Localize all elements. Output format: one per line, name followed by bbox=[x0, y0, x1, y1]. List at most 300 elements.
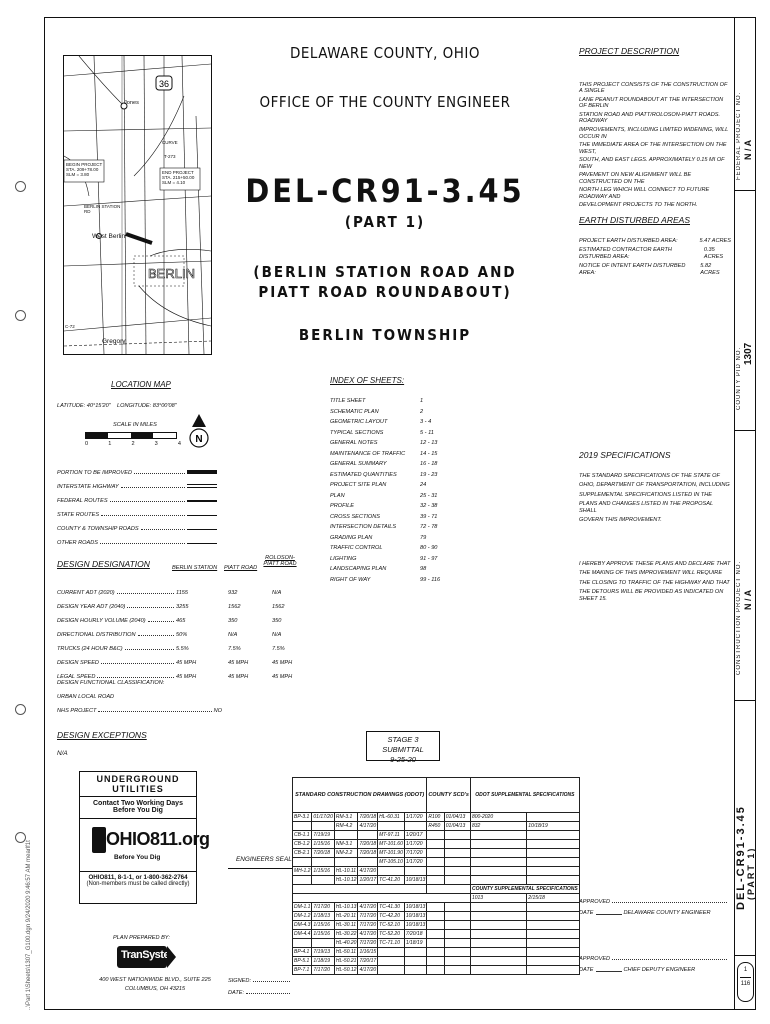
map-label-jones: Jones bbox=[124, 100, 139, 106]
approval-line: THE CLOSING TO TRAFFIC OF THE HIGHWAY AND THAT bbox=[579, 579, 730, 586]
design-designation-table bbox=[57, 582, 302, 680]
nhs-label: NHS PROJECT bbox=[57, 708, 97, 714]
route-shield-text: 36 bbox=[158, 79, 170, 89]
std-cell: 7/17/20 bbox=[359, 922, 377, 928]
std-cell bbox=[404, 957, 426, 966]
std-cell: 7/20/18 bbox=[359, 841, 377, 847]
std-cell bbox=[427, 867, 444, 876]
legend-row bbox=[57, 462, 217, 476]
approval-engineer bbox=[579, 899, 729, 917]
design-label: LEGAL SPEED bbox=[57, 673, 96, 680]
std-cell bbox=[312, 939, 334, 948]
index-row bbox=[330, 472, 480, 483]
prepared-by-label: PLAN PREPARED BY: bbox=[113, 935, 170, 941]
county-title: DELAWARE COUNTY, OHIO bbox=[289, 44, 481, 62]
std-row bbox=[293, 813, 580, 822]
scale-tick: 3 bbox=[154, 441, 158, 447]
std-row bbox=[293, 948, 580, 957]
supp-heading: ODOT SUPPLEMENTAL SPECIFICATIONS bbox=[470, 778, 579, 813]
index-sheet-range: 80 - 90 bbox=[420, 545, 438, 551]
std-cell bbox=[470, 912, 526, 921]
std-cell: 4/17/20 bbox=[359, 823, 377, 829]
index-sheet-name: GEOMETRIC LAYOUT bbox=[330, 419, 388, 425]
std-row bbox=[293, 966, 580, 975]
north-arrow-icon bbox=[188, 413, 210, 449]
county-pid-label: COUNTY PID NO. bbox=[736, 346, 742, 410]
county-supp-row bbox=[293, 885, 580, 894]
address-line1: 400 WEST NATIONWIDE BLVD., SUITE 225 bbox=[99, 977, 211, 983]
project-description-text bbox=[579, 82, 731, 211]
index-sheet-name: SCHEMATIC PLAN bbox=[330, 408, 379, 415]
std-cell: TC-52.20 bbox=[378, 930, 405, 939]
approval-line: THE DETOURS WILL BE PROVIDED AS INDICATED ON SHEET 15. bbox=[579, 589, 724, 602]
std-cell bbox=[444, 957, 470, 966]
std-cell: 832 bbox=[470, 822, 526, 831]
std-cell: 01/17/20 bbox=[313, 814, 333, 820]
index-row bbox=[330, 451, 480, 462]
contact-line2: Before You Dig bbox=[113, 807, 163, 814]
std-cell: HL-60.31 bbox=[378, 813, 405, 822]
design-value: 45 MPH bbox=[228, 673, 249, 680]
std-cell bbox=[527, 867, 579, 876]
spec-line: GOVERN THIS IMPROVEMENT. bbox=[579, 517, 662, 524]
index-sheet-range: 2 bbox=[420, 408, 424, 415]
description-line: PAVEMENT ON NEW ALIGNMENT WILL BE CONSTRUCTED ON THE bbox=[579, 172, 692, 185]
std-cell: 1/16/15 bbox=[359, 949, 377, 955]
strip-rule bbox=[734, 430, 756, 431]
index-heading: INDEX OF SHEETS: bbox=[330, 376, 405, 385]
leader bbox=[101, 663, 174, 664]
index-row bbox=[330, 419, 480, 430]
project-name-line1: (BERLIN STATION ROAD AND bbox=[253, 263, 517, 281]
std-cell: MT-105.10 bbox=[379, 859, 403, 865]
index-sheet-range: 3 - 4 bbox=[420, 419, 432, 425]
strip-rule bbox=[734, 700, 756, 701]
std-cell: 1/18/13 bbox=[312, 912, 334, 921]
std-cell bbox=[427, 912, 444, 921]
map-label-berlin: BERLIN bbox=[148, 266, 195, 281]
std-cell bbox=[427, 966, 444, 975]
index-sheet-name: TYPICAL SECTIONS bbox=[330, 429, 384, 436]
std-cell: HL-50.12 bbox=[335, 967, 357, 973]
transystems-text: TranSystems bbox=[121, 949, 184, 961]
std-cell: 10/18/13 bbox=[405, 913, 426, 919]
std-cell bbox=[293, 885, 427, 894]
index-sheet-name: GENERAL NOTES bbox=[330, 440, 378, 446]
index-sheet-name: LIGHTING bbox=[330, 555, 357, 562]
std-heading: STANDARD CONSTRUCTION DRAWINGS (ODOT) bbox=[293, 778, 427, 813]
map-label-gregory: Gregory bbox=[102, 338, 126, 345]
std-cell: HL-50.21 bbox=[335, 958, 357, 964]
engineers-seal-label: ENGINEERS SEAL: bbox=[236, 856, 294, 863]
logo-arrow-icon bbox=[167, 946, 176, 968]
std-cell bbox=[470, 930, 526, 939]
approval-line: I HEREBY APPROVE THESE PLANS AND DECLARE THAT bbox=[579, 561, 731, 567]
std-cell bbox=[312, 822, 334, 831]
design-value: 5.5% bbox=[176, 645, 189, 652]
scale-tick: 1 bbox=[108, 441, 112, 447]
std-cell: 7/20/18 bbox=[312, 849, 334, 858]
std-cell bbox=[444, 939, 470, 948]
index-sheet-name: PLAN bbox=[330, 492, 345, 499]
design-row bbox=[57, 666, 302, 680]
std-row bbox=[293, 876, 580, 885]
index-row bbox=[330, 545, 480, 556]
description-line: LANE PEANUT ROUNDABOUT AT THE INTERSECTION OF BERLIN bbox=[579, 97, 724, 110]
specifications-heading: 2019 SPECIFICATIONS bbox=[579, 450, 671, 460]
strip-rule bbox=[734, 190, 756, 191]
design-value: 45 MPH bbox=[176, 673, 197, 680]
std-row bbox=[293, 822, 580, 831]
legend-row bbox=[57, 518, 217, 532]
std-cell: MT-101.90 bbox=[379, 850, 403, 856]
underground-utilities-box bbox=[79, 771, 210, 904]
std-cell: DM-4.3 bbox=[294, 922, 311, 928]
project-description-heading: PROJECT DESCRIPTION bbox=[579, 46, 680, 56]
punch-hole bbox=[15, 704, 26, 715]
design-value: 350 bbox=[228, 617, 238, 624]
std-cell bbox=[334, 858, 358, 867]
design-value: N/A bbox=[272, 589, 282, 596]
design-value: 465 bbox=[176, 617, 186, 624]
std-cell: TC-41.30 bbox=[378, 903, 405, 912]
spacer bbox=[678, 238, 700, 244]
std-cell: NM-3.1 bbox=[334, 840, 358, 849]
latitude: LATITUDE: 40°15'20" bbox=[57, 403, 111, 409]
legend-label: PORTION TO BE IMPROVED bbox=[57, 469, 133, 476]
date-label: DATE bbox=[579, 967, 594, 974]
location-map-heading: LOCATION MAP bbox=[111, 380, 171, 389]
leader bbox=[97, 677, 174, 678]
description-line: THE IMMEDIATE AREA OF THE INTERSECTION ON THE WEST, bbox=[579, 142, 727, 155]
design-row bbox=[57, 596, 302, 610]
earth-label: NOTICE OF INTENT EARTH DISTURBED AREA: bbox=[579, 263, 686, 276]
index-sheet-range: 25 - 31 bbox=[420, 492, 438, 499]
std-row bbox=[293, 903, 580, 912]
construction-project-value: N / A bbox=[743, 589, 753, 610]
signed-row bbox=[228, 978, 292, 984]
std-cell: 7/19/13 bbox=[312, 948, 334, 957]
std-cell: BP-7.1 bbox=[293, 966, 312, 975]
design-label: DESIGN YEAR ADT (2040) bbox=[57, 603, 126, 610]
std-cell bbox=[427, 840, 444, 849]
std-cell: 7/20/18 bbox=[404, 930, 426, 939]
std-row bbox=[293, 921, 580, 930]
punch-hole bbox=[15, 181, 26, 192]
spec-line: SUPPLEMENTAL SPECIFICATIONS LISTED IN THE bbox=[579, 491, 713, 498]
description-line: THIS PROJECT CONSISTS OF THE CONSTRUCTION OF A SINGLE bbox=[579, 82, 728, 95]
design-value: 45 MPH bbox=[272, 673, 293, 680]
std-cell bbox=[293, 894, 471, 903]
scale-label: SCALE IN MILES bbox=[113, 422, 157, 428]
project-part: (PART 1) bbox=[344, 213, 426, 231]
std-cell bbox=[470, 957, 526, 966]
map-label-begin bbox=[66, 162, 102, 178]
col-berlin-station: BERLIN STATION bbox=[172, 565, 218, 571]
nhs-value: NO bbox=[213, 708, 222, 714]
longitude: LONGITUDE: 83°00'08" bbox=[117, 403, 177, 409]
strip-part: (PART 1) bbox=[746, 846, 756, 900]
std-cell: MT-97.11 bbox=[378, 831, 405, 840]
legend-row bbox=[57, 490, 217, 504]
std-cell: 1/20/17 bbox=[359, 877, 377, 883]
std-cell bbox=[378, 948, 405, 957]
std-cell bbox=[378, 966, 405, 975]
leader bbox=[125, 649, 174, 650]
std-cell: 4/17/20 bbox=[359, 967, 377, 973]
legend-label: FEDERAL ROUTES bbox=[57, 497, 108, 504]
index-sheet-name: LANDSCAPING PLAN bbox=[330, 566, 387, 572]
scale-bar bbox=[85, 432, 177, 439]
std-cell: HL-30.11 bbox=[335, 922, 357, 928]
index-sheet-name: CROSS SECTIONS bbox=[330, 513, 381, 520]
std-cell: 7/17/20 bbox=[312, 903, 334, 912]
submittal-line2: 9-25-20 bbox=[390, 754, 416, 764]
design-exceptions-heading: DESIGN EXCEPTIONS bbox=[57, 730, 147, 740]
std-cell: TC-52.10 bbox=[378, 921, 405, 930]
std-cell bbox=[404, 948, 426, 957]
std-cell: 10/18/13 bbox=[405, 922, 426, 928]
std-cell bbox=[312, 858, 334, 867]
std-cell: 7/20/17 bbox=[359, 958, 377, 964]
std-cell bbox=[293, 858, 312, 867]
std-cell: 1/15/16 bbox=[312, 921, 334, 930]
std-cell: RM-4.2 bbox=[334, 822, 358, 831]
index-row bbox=[330, 398, 480, 409]
std-cell: HL-30.22 bbox=[335, 931, 357, 937]
index-sheet-range: 19 - 23 bbox=[420, 471, 438, 478]
std-row bbox=[293, 912, 580, 921]
county-supp-date: 2/15/18 bbox=[527, 894, 579, 903]
std-cell: 01/04/13 bbox=[444, 822, 470, 831]
earth-row bbox=[579, 263, 731, 276]
ohio811-text: OHIO811.org bbox=[106, 829, 210, 849]
std-cell bbox=[470, 921, 526, 930]
std-cell bbox=[527, 849, 579, 858]
description-line: DEVELOPMENT PROJECTS TO THE NORTH. bbox=[579, 202, 698, 209]
index-sheet-name: GRADING PLAN bbox=[330, 534, 373, 541]
map-label-station: BERLIN STATION RD bbox=[84, 204, 121, 215]
std-cell: BP-3.1 bbox=[293, 813, 312, 822]
index-sheet-name: PROFILE bbox=[330, 503, 354, 509]
index-row bbox=[330, 493, 480, 504]
earth-value: 5.47 ACRES bbox=[699, 238, 731, 244]
description-line: NORTH LEG WHICH WILL CONNECT TO FUTURE ROADWAY AND bbox=[579, 187, 710, 200]
leader bbox=[148, 621, 174, 622]
std-cell bbox=[444, 867, 470, 876]
scale-tick: 0 bbox=[85, 441, 89, 447]
std-cell: 7/19/19 bbox=[312, 831, 334, 840]
design-designation-heading: DESIGN DESIGNATION bbox=[57, 559, 150, 569]
std-cell: HL-20.11 bbox=[335, 913, 357, 919]
index-sheet-name: INTERSECTION DETAILS bbox=[330, 524, 397, 530]
punch-hole bbox=[15, 310, 26, 321]
std-cell bbox=[427, 858, 444, 867]
index-sheet-range: 79 bbox=[420, 534, 427, 541]
begin-project-slm: SLM = 3.80 bbox=[66, 172, 90, 178]
specifications-text bbox=[579, 473, 731, 527]
std-cell: 1/17/20 bbox=[404, 813, 426, 822]
std-cell bbox=[470, 903, 526, 912]
std-cell: 4/17/20 bbox=[359, 868, 377, 874]
county-pid-value: 1307 bbox=[743, 342, 754, 365]
underground-title: UNDERGROUND UTILITIES bbox=[80, 772, 196, 797]
std-cell: HL-10.11 bbox=[335, 868, 357, 874]
design-value: 45 MPH bbox=[272, 659, 293, 666]
std-row bbox=[293, 957, 580, 966]
north-letter: N bbox=[195, 434, 203, 445]
design-row bbox=[57, 582, 302, 596]
construction-project-label: CONSTRUCTION PROJECT NO. bbox=[736, 560, 742, 675]
scale-tick: 4 bbox=[177, 441, 181, 447]
std-cell bbox=[527, 957, 579, 966]
index-sheet-range: 32 - 38 bbox=[420, 503, 438, 509]
std-cell: HL-10.12 bbox=[335, 877, 357, 883]
description-line: SOUTH, AND EAST LEGS. APPROXIMATELY 0.15 MI OF NEW bbox=[579, 157, 725, 170]
description-line: IMPROVEMENTS, INCLUDING LIMITED WIDENING, WILL OCCUR IN bbox=[579, 127, 729, 140]
std-cell: BP-4.1 bbox=[293, 948, 312, 957]
scale-ticks bbox=[85, 441, 181, 447]
index-sheet-range: 98 bbox=[420, 566, 427, 572]
index-sheet-name: PROJECT SITE PLAN bbox=[330, 482, 387, 488]
earth-disturbed-table bbox=[579, 238, 731, 279]
std-cell: 7/17/20 bbox=[404, 849, 426, 858]
seal-area bbox=[228, 868, 292, 975]
index-row bbox=[330, 461, 480, 472]
index-row bbox=[330, 514, 480, 525]
map-label-west-berlin: West Berlin bbox=[92, 233, 126, 240]
std-cell: 1/20/17 bbox=[404, 831, 426, 840]
sheet-number-badge bbox=[737, 962, 754, 1002]
std-cell bbox=[358, 858, 378, 867]
std-cell bbox=[527, 930, 579, 939]
approved-label: APPROVED bbox=[579, 956, 611, 962]
ohio811-phone: OHIO811, 8-1-1, or 1-800-362-2764 bbox=[88, 874, 188, 881]
county-supp-number: 1013 bbox=[470, 894, 526, 903]
std-cell: 1/15/16 bbox=[312, 840, 334, 849]
std-cell bbox=[427, 876, 444, 885]
std-cell bbox=[427, 885, 471, 894]
std-cell bbox=[427, 831, 444, 840]
std-cell: CB-2.1 bbox=[293, 849, 312, 858]
std-cell: 1/18/19 bbox=[312, 957, 334, 966]
std-cell: 1/17/20 bbox=[404, 840, 426, 849]
design-value: N/A bbox=[272, 631, 282, 638]
address-line2: COLUMBUS, OH 43215 bbox=[124, 986, 186, 992]
std-cell: R450 bbox=[427, 822, 444, 831]
std-cell bbox=[427, 849, 444, 858]
index-sheet-range: 1 bbox=[420, 398, 424, 404]
legend-row bbox=[57, 476, 217, 490]
sheet-number: 1 bbox=[743, 967, 748, 973]
ohio-state-icon bbox=[92, 827, 106, 853]
std-cell: 800-2020 bbox=[470, 813, 526, 822]
design-label: CURRENT ADT (2020) bbox=[57, 589, 115, 596]
earth-label: PROJECT EARTH DISTURBED AREA: bbox=[579, 238, 678, 244]
std-cell bbox=[527, 831, 579, 840]
std-cell bbox=[470, 876, 526, 885]
std-cell: TC-41.20 bbox=[378, 876, 405, 885]
index-sheet-range: 16 - 18 bbox=[420, 461, 438, 467]
functional-class-value: URBAN LOCAL ROAD bbox=[57, 694, 115, 700]
std-cell: 7/17/20 bbox=[359, 940, 377, 946]
sheet-total: 116 bbox=[740, 977, 751, 987]
index-of-sheets bbox=[330, 398, 480, 587]
design-label: TRUCKS (24 HOUR B&C) bbox=[57, 645, 123, 652]
begin-project-station: STA. 209+78.00 bbox=[66, 167, 99, 173]
file-path-text: ..\Part 1\Sheets\1307_G100.dgn 9/24/2020 9:46:57 AM mearlf1t bbox=[26, 840, 32, 1010]
submittal-line1: STAGE 3 SUBMITTAL bbox=[382, 735, 424, 754]
federal-project-value: N / A bbox=[743, 139, 753, 160]
earth-label: ESTIMATED CONTRACTOR EARTH DISTURBED AREA: bbox=[579, 247, 672, 260]
std-cell bbox=[334, 831, 358, 840]
legend-label: OTHER ROADS bbox=[57, 539, 99, 546]
design-value: 7.5% bbox=[228, 645, 241, 652]
approval-deputy bbox=[579, 956, 729, 974]
std-row bbox=[293, 831, 580, 840]
std-cell: 1/18/19 bbox=[404, 939, 426, 948]
std-row bbox=[293, 867, 580, 876]
index-sheet-name: TITLE SHEET bbox=[330, 398, 366, 404]
std-cell bbox=[427, 921, 444, 930]
design-exceptions-value: N/A bbox=[57, 750, 68, 757]
std-cell: HL-40.20 bbox=[335, 940, 357, 946]
std-cell bbox=[527, 939, 579, 948]
std-cell bbox=[470, 966, 526, 975]
description-line: STATION ROAD AND PIATT/ROLOSON-PIATT ROADS. ROADWAY bbox=[579, 112, 721, 125]
std-cell bbox=[404, 867, 426, 876]
legend-label: STATE ROUTES bbox=[57, 511, 100, 518]
ohio811-logo bbox=[80, 818, 210, 872]
std-cell: NM-2.2 bbox=[334, 849, 358, 858]
std-cell bbox=[527, 966, 579, 975]
std-cell bbox=[404, 822, 426, 831]
std-cell bbox=[427, 903, 444, 912]
std-cell: MT-101.60 bbox=[379, 841, 403, 847]
index-row bbox=[330, 524, 480, 535]
seal-date-row bbox=[228, 990, 292, 996]
std-cell bbox=[444, 930, 470, 939]
std-row bbox=[293, 939, 580, 948]
index-row bbox=[330, 409, 480, 420]
design-value: N/A bbox=[228, 631, 238, 638]
design-value: 350 bbox=[272, 617, 282, 624]
std-cell bbox=[527, 903, 579, 912]
design-row bbox=[57, 624, 302, 638]
std-cell: 7/20/18 bbox=[359, 814, 377, 820]
index-row bbox=[330, 440, 480, 451]
std-cell: 4/17/20 bbox=[359, 904, 377, 910]
std-cell bbox=[293, 822, 312, 831]
std-cell bbox=[427, 957, 444, 966]
index-sheet-range: 72 - 78 bbox=[420, 524, 438, 530]
end-project-text: END PROJECT bbox=[162, 170, 194, 175]
legend-row bbox=[57, 532, 217, 546]
index-sheet-name: MAINTENANCE OF TRAFFIC bbox=[330, 450, 406, 457]
map-label-end bbox=[162, 170, 194, 186]
begin-project-text: BEGIN PROJECT bbox=[66, 162, 103, 167]
contact-line1: Contact Two Working Days bbox=[93, 800, 183, 807]
index-row bbox=[330, 535, 480, 546]
std-cell bbox=[470, 831, 526, 840]
std-cell bbox=[444, 831, 470, 840]
end-project-slm: SLM = 4.10 bbox=[162, 180, 186, 186]
index-row bbox=[330, 503, 480, 514]
spec-line: OHIO, DEPARTMENT OF TRANSPORTATION, INCLUDING bbox=[579, 482, 730, 489]
std-cell bbox=[378, 867, 405, 876]
index-row bbox=[330, 577, 480, 588]
index-sheet-name: ESTIMATED QUANTITIES bbox=[330, 471, 397, 478]
